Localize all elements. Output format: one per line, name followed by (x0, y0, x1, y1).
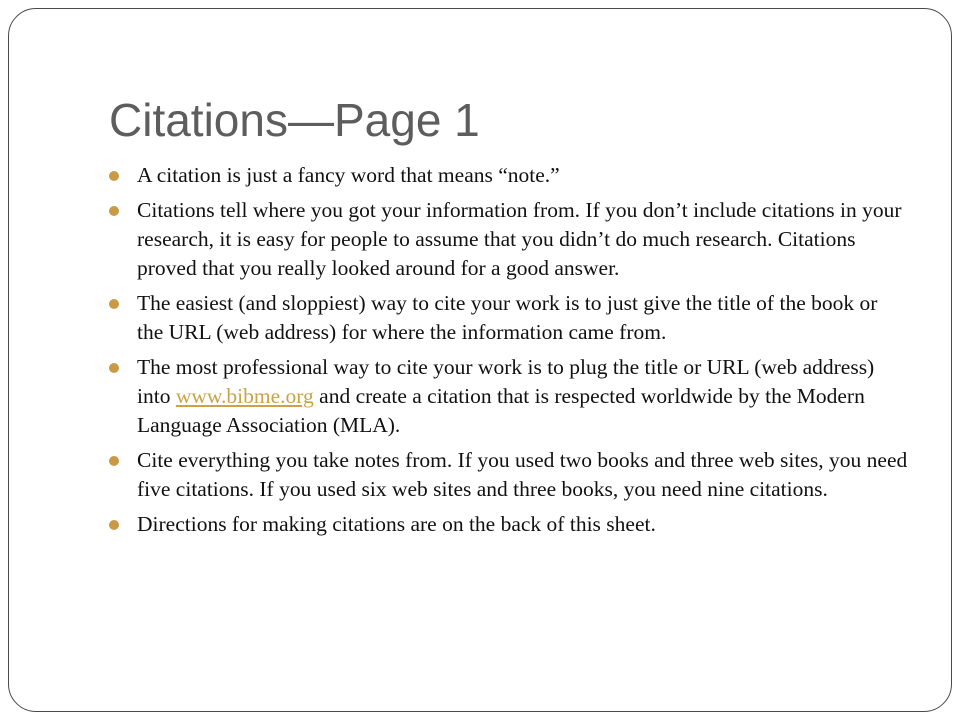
bibme-link[interactable]: www.bibme.org (175, 384, 314, 408)
bullet-dot-icon (109, 456, 119, 466)
bullet-item (109, 510, 909, 539)
bullet-text-before-link: The most professional way to cite your work is to plug the title or URL (web address) into (137, 355, 875, 408)
bullet-item (109, 353, 909, 440)
slide-title: Citations—Page 1 (109, 94, 480, 146)
bullet-item (109, 196, 909, 283)
bullet-dot-icon (109, 299, 119, 309)
bullet-text: Citations tell where you got your information from. If you don’t include citations in your research, it is easy for people to assume that you didn’t do much research. Citations proved that you really looked around for a good answer. (137, 198, 902, 280)
bullet-dot-icon (109, 520, 119, 530)
bullet-text-after-link: and create a citation that is respected worldwide by the Modern Language Association (MLA). (137, 384, 865, 437)
slide (8, 8, 952, 712)
bullet-dot-icon (109, 363, 119, 373)
bullet-dot-icon (109, 206, 119, 216)
bullet-item (109, 161, 909, 190)
bullet-list (109, 161, 909, 545)
bullet-item (109, 446, 909, 504)
bullet-text: A citation is just a fancy word that means “note.” (137, 163, 560, 187)
bullet-item (109, 289, 909, 347)
bullet-dot-icon (109, 171, 119, 181)
bullet-text: Cite everything you take notes from. If you used two books and three web sites, you need five citations. If you used six web sites and three books, you need nine citations. (137, 448, 908, 501)
bullet-text: Directions for making citations are on the back of this sheet. (137, 512, 656, 536)
bullet-text: The easiest (and sloppiest) way to cite your work is to just give the title of the book or the URL (web address) for where the information came from. (137, 291, 878, 344)
